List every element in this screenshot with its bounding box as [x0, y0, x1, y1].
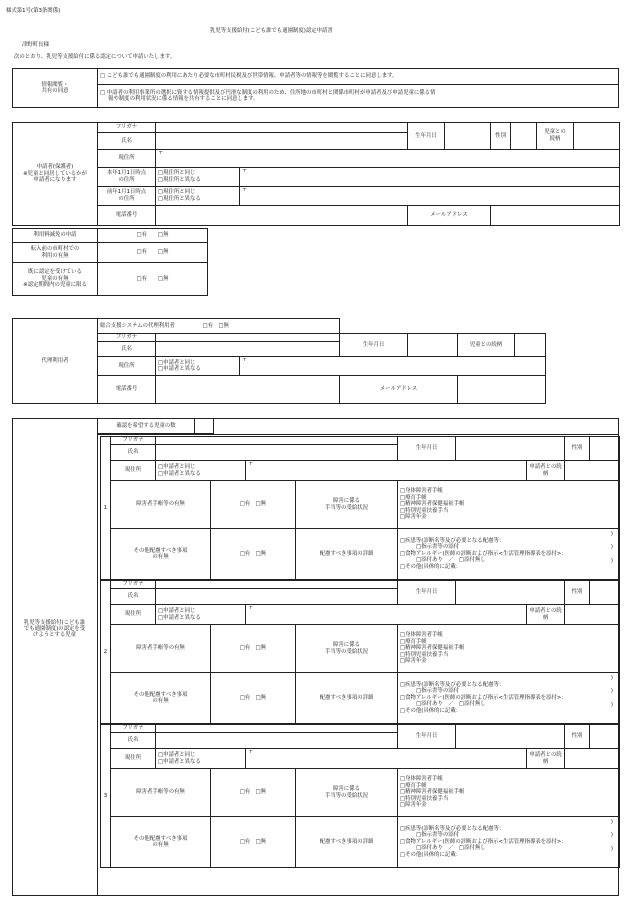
- applicant-address-label: 現住所: [98, 149, 156, 167]
- child-birthdate-label: 生年月日: [398, 725, 456, 749]
- applicant-relation-label: 児童との 続柄: [537, 123, 574, 150]
- form-number: 様式第1号(第3条関係): [6, 8, 61, 14]
- proxy-address-label: 現住所: [98, 357, 156, 376]
- form-title: 乳児等支援給付(こども誰でも通園制度)認定申請書: [210, 28, 333, 34]
- child-address-label: 現住所: [111, 461, 156, 481]
- postal-mark: 〒: [158, 149, 164, 156]
- child-name-label: 氏名: [111, 445, 156, 461]
- applicant-phone-label: 電話番号: [98, 205, 156, 225]
- children-label: 乳児等支援給付(こども誰 でも通園制度)の認定を受 けようとする児童: [23, 620, 86, 639]
- child-care-detail-options[interactable]: □疾患等(診断名等及び必要となる配慮等： □指示書等の添付 □食物アレルギー(医師の診断および指示<生活管理指導表を添付>： □添付あり ／ □添付無し □その他(具体的に記載： ) ) ): [398, 529, 620, 580]
- applicant-email-field[interactable]: [491, 205, 620, 225]
- child-handbook-label: 障害者手帳等の有無: [111, 769, 211, 817]
- child-handbook-options[interactable]: □有 □無: [211, 769, 296, 817]
- child-number: 1: [101, 437, 111, 580]
- child-relation-label: 申請者との続柄: [527, 605, 565, 625]
- applicant-birthdate-label: 生年月日: [408, 123, 445, 150]
- child-furigana-field[interactable]: [156, 437, 398, 445]
- proxy-name-field[interactable]: [156, 342, 340, 357]
- applicant-label: 申請者(保護者) ※児童と同居しているかが 申請者になります: [13, 123, 98, 226]
- child-address-label: 現住所: [111, 749, 156, 769]
- child-furigana-field[interactable]: [156, 725, 398, 733]
- child-handbook-options[interactable]: □有 □無: [211, 625, 296, 673]
- consent-table: [12, 68, 619, 108]
- applicant-table: [12, 122, 620, 226]
- child-furigana-field[interactable]: [156, 581, 398, 589]
- jan1-prev-year-address[interactable]: 〒: [240, 186, 620, 205]
- consent-item-1[interactable]: □ こども誰でも通園制度の利用にあたり必要な市町村民税及び世帯情報、申請者等の情報等を閲覧することに同意します。: [98, 69, 619, 85]
- child-gender-label: 性別: [565, 581, 590, 605]
- child-count-label: 確認を希望する児童の数: [98, 419, 195, 434]
- proxy-system-row: [98, 319, 340, 334]
- jan1-prev-year-options[interactable]: □現住所と同じ □現住所と異なる: [156, 186, 240, 205]
- applicant-phone-field[interactable]: [156, 205, 408, 225]
- child-disability-options[interactable]: □身体障害者手帳 □療育手帳 □精神障害者保健福祉手帳 □特別児童扶養手当 □障害年金: [398, 625, 620, 673]
- child-number: 2: [101, 581, 111, 724]
- child-count-table: [97, 418, 214, 434]
- child-handbook-options[interactable]: □有 □無: [211, 481, 296, 529]
- prior-cert-options[interactable]: □有 □無: [98, 263, 208, 296]
- child-number: 3: [101, 725, 111, 868]
- child-name-field[interactable]: [156, 589, 398, 605]
- child-care-detail-label: 配慮すべき事項の詳細: [296, 529, 398, 580]
- fee-exemption-label: 利用料減免の申請: [13, 229, 98, 243]
- applicant-birthdate-field[interactable]: [445, 123, 491, 150]
- applicant-name-field[interactable]: [156, 133, 408, 150]
- child-care-label: その他配慮すべき事項 の有無: [111, 817, 211, 868]
- proxy-address-field[interactable]: 〒: [240, 357, 546, 376]
- child-care-label: その他配慮すべき事項 の有無: [111, 673, 211, 724]
- child-care-label: その他配慮すべき事項 の有無: [111, 529, 211, 580]
- misc-options-table: [12, 228, 208, 296]
- proxy-birthdate-field[interactable]: [408, 334, 458, 357]
- child-relation-label: 申請者との続柄: [527, 749, 565, 769]
- proxy-furigana-label: フリガナ: [98, 334, 156, 342]
- recipient: 津野町長様: [22, 42, 49, 48]
- child-birthdate-label: 生年月日: [398, 437, 456, 461]
- child-address-options[interactable]: □申請者と同じ □申請者と異なる: [156, 749, 246, 769]
- child-table-2: [100, 580, 620, 724]
- child-furigana-label: フリガナ: [111, 725, 156, 733]
- child-name-field[interactable]: [156, 733, 398, 749]
- intro-text: 次のとおり、乳児等支援給付に係る認定について申請いたします。: [14, 54, 176, 60]
- proxy-table: [12, 318, 546, 404]
- child-relation-field[interactable]: [565, 461, 620, 481]
- child-birthdate-label: 生年月日: [398, 581, 456, 605]
- proxy-relation-field[interactable]: [515, 334, 546, 357]
- child-birthdate-field[interactable]: [456, 437, 565, 461]
- child-relation-label: 申請者との続柄: [527, 461, 565, 481]
- child-disability-label: 障害に係る 手当等の受給状況: [296, 481, 398, 529]
- child-name-field[interactable]: [156, 445, 398, 461]
- proxy-system-label: 総合支援システムの代理利用者: [100, 322, 175, 329]
- applicant-gender-field[interactable]: [511, 123, 537, 150]
- child-table-3: [100, 724, 620, 868]
- child-disability-options[interactable]: □身体障害者手帳 □療育手帳 □精神障害者保健福祉手帳 □特別児童扶養手当 □障害年金: [398, 481, 620, 529]
- child-furigana-label: フリガナ: [111, 437, 156, 445]
- prior-cert-label: 既に認定を受けている 児童の有無 ※認定期間内の児童に限る: [13, 263, 98, 296]
- child-gender-label: 性別: [565, 725, 590, 749]
- applicant-relation-field[interactable]: [574, 123, 620, 150]
- child-care-detail-label: 配慮すべき事項の詳細: [296, 673, 398, 724]
- applicant-name-label: 氏名: [98, 133, 156, 150]
- proxy-system-options[interactable]: □有 □無: [202, 322, 230, 329]
- child-gender-label: 性別: [565, 437, 590, 461]
- consent-item-2[interactable]: □ 申請者の利用事業所の選択に資する情報提供及び円滑な制度の利用のため、住所地の市町村と関係市町村が申請者及び申請児童に係る情 報や制度の利用状況に係る情報を共有することに同意します。: [98, 85, 619, 108]
- child-furigana-label: フリガナ: [111, 581, 156, 589]
- child-care-detail-options[interactable]: □疾患等(診断名等及び必要となる配慮等： □指示書等の添付 □食物アレルギー(医師の診断および指示<生活管理指導表を添付>： □添付あり ／ □添付無し □その他(具体的に記載： ) ) ): [398, 817, 620, 868]
- child-disability-label: 障害に係る 手当等の受給状況: [296, 769, 398, 817]
- consent-label: 情報閲覧・ 共有の同意: [13, 69, 98, 108]
- child-address-field[interactable]: 〒: [246, 461, 527, 481]
- child-birthdate-field[interactable]: [456, 581, 565, 605]
- proxy-relation-label: 児童との続柄: [458, 334, 515, 357]
- proxy-birthdate-label: 生年月日: [340, 334, 408, 357]
- child-gender-field[interactable]: [590, 437, 620, 461]
- applicant-gender-label: 性別: [491, 123, 511, 150]
- proxy-phone-field[interactable]: [156, 376, 340, 404]
- proxy-label: 代理利用者: [13, 319, 98, 404]
- child-disability-options[interactable]: □身体障害者手帳 □療育手帳 □精神障害者保健福祉手帳 □特別児童扶養手当 □障害年金: [398, 769, 620, 817]
- jan1-this-year-address[interactable]: 〒: [240, 167, 620, 186]
- child-address-label: 現住所: [111, 605, 156, 625]
- proxy-email-field[interactable]: [458, 376, 546, 404]
- child-address-field[interactable]: 〒: [246, 605, 527, 625]
- child-count-field[interactable]: [195, 419, 214, 434]
- child-handbook-label: 障害者手帳等の有無: [111, 625, 211, 673]
- child-relation-field[interactable]: [565, 749, 620, 769]
- applicant-email-label: メールアドレス: [408, 205, 491, 225]
- applicant-furigana-field[interactable]: [156, 123, 408, 133]
- child-gender-field[interactable]: [590, 725, 620, 749]
- child-relation-field[interactable]: [565, 605, 620, 625]
- child-table-1: [100, 436, 620, 580]
- child-handbook-label: 障害者手帳等の有無: [111, 481, 211, 529]
- child-care-options[interactable]: □有 □無: [211, 529, 296, 580]
- proxy-furigana-field[interactable]: [156, 334, 340, 342]
- proxy-phone-label: 電話番号: [98, 376, 156, 404]
- child-care-detail-options[interactable]: □疾患等(診断名等及び必要となる配慮等： □指示書等の添付 □食物アレルギー(医師の診断および指示<生活管理指導表を添付>： □添付あり ／ □添付無し □その他(具体的に記載： ) ) ): [398, 673, 620, 724]
- child-care-options[interactable]: □有 □無: [211, 673, 296, 724]
- child-name-label: 氏名: [111, 589, 156, 605]
- child-care-detail-label: 配慮すべき事項の詳細: [296, 817, 398, 868]
- child-name-label: 氏名: [111, 733, 156, 749]
- child-gender-field[interactable]: [590, 581, 620, 605]
- child-birthdate-field[interactable]: [456, 725, 565, 749]
- relocation-options[interactable]: □有 □無: [98, 243, 208, 263]
- jan1-prev-year-label: 前年1月1日時点 の住所: [98, 186, 156, 205]
- relocation-label: 転入前の市町村での 利用の有無: [13, 243, 98, 263]
- applicant-furigana-label: フリガナ: [98, 123, 156, 133]
- fee-exemption-options[interactable]: □有 □無: [98, 229, 208, 243]
- child-address-options[interactable]: □申請者と同じ □申請者と異なる: [156, 605, 246, 625]
- jan1-this-year-label: 本年1月1日時点 の住所: [98, 167, 156, 186]
- proxy-address-options[interactable]: □申請者と同じ □申請者と異なる: [156, 357, 240, 376]
- child-care-options[interactable]: □有 □無: [211, 817, 296, 868]
- applicant-address-field[interactable]: [156, 149, 620, 167]
- child-disability-label: 障害に係る 手当等の受給状況: [296, 625, 398, 673]
- child-address-field[interactable]: 〒: [246, 749, 527, 769]
- child-address-options[interactable]: □申請者と同じ □申請者と異なる: [156, 461, 246, 481]
- jan1-this-year-options[interactable]: □現住所と同じ □現住所と異なる: [156, 167, 240, 186]
- proxy-email-label: メールアドレス: [340, 376, 458, 404]
- proxy-name-label: 氏名: [98, 342, 156, 357]
